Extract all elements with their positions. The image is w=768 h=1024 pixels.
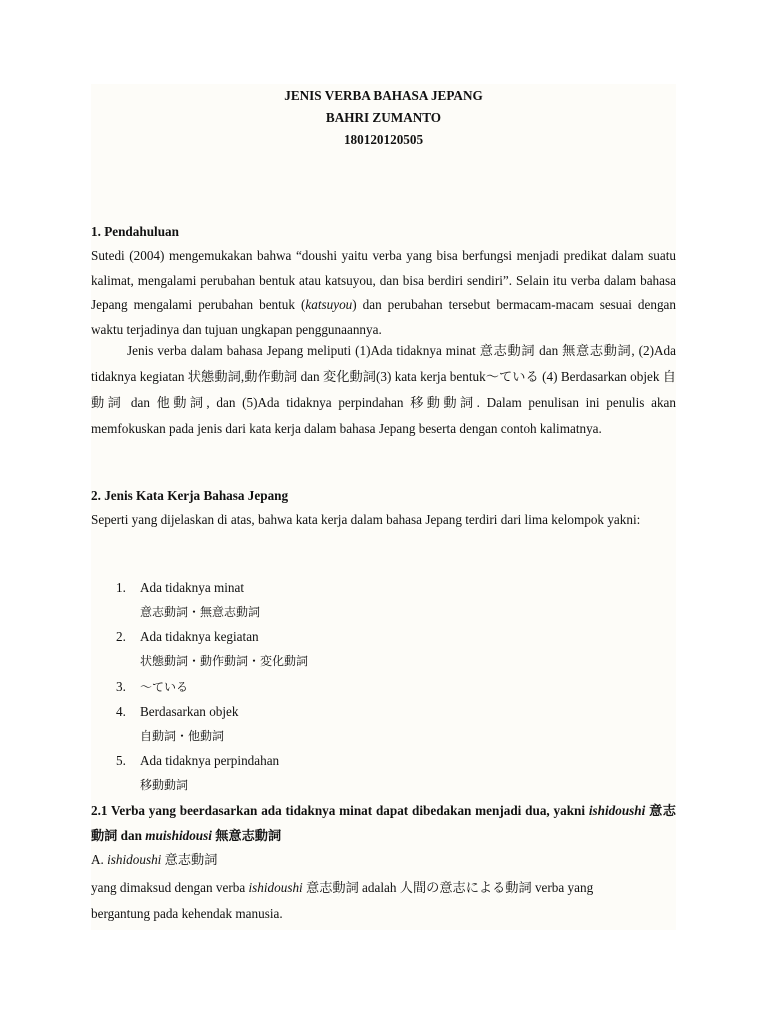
list-item-sub: 移動動詞 <box>140 778 189 792</box>
section21-heading-c: 無意志動詞 <box>211 828 282 843</box>
section21-heading <box>91 798 676 848</box>
list-item-sub: 状態動詞・動作動詞・変化動詞 <box>140 654 309 668</box>
section21-heading-a: 2.1 Verba yang beerdasarkan ada tidaknya minat dapat dibedakan menjadi dua, yakni <box>91 803 589 818</box>
section21-heading-italic2: muishidousi <box>145 828 212 843</box>
list-item-label: Ada tidaknya minat <box>140 580 245 595</box>
list-item-num: 3. <box>116 679 126 694</box>
para1-italic: katsuyou <box>305 297 353 312</box>
section1-heading: 1. Pendahuluan <box>91 224 179 239</box>
list-item-label: ～ている <box>140 680 189 694</box>
para1-text-a: Sutedi (2004) mengemukakan bahwa “doushi yaitu verba yang bisa berfungsi menjadi predikat dalam suatu kalimat, mengalami perubahan bentuk atau katsuyou, dan bisa berdiri sendiri”. Selain itu verba dalam bahasa Jepang mengalami perubahan bentuk ( <box>91 248 676 312</box>
section2-heading: 2. Jenis Kata Kerja Bahasa Jepang <box>91 488 289 503</box>
document-page <box>91 84 676 930</box>
list-item-num: 5. <box>116 753 126 768</box>
list-item-num: 4. <box>116 704 126 719</box>
subsection-a-prefix: A. <box>91 852 108 867</box>
section21-heading-italic1: ishidoushi <box>588 803 646 818</box>
section1-paragraph1 <box>91 244 676 342</box>
list-item-label: Ada tidaknya perpindahan <box>140 753 280 768</box>
para1-text-b: ) dan perubahan tersebut bermacam-macam sesuai dengan waktu terjadinya dan tujuan ungkapan penggunaannya. <box>91 297 676 337</box>
list-item-sub: 意志動詞・無意志動詞 <box>140 605 261 619</box>
list-item-label: Berdasarkan objek <box>140 704 239 719</box>
document-title: JENIS VERBA BAHASA JEPANG <box>284 88 483 103</box>
subsection-a-italic: ishidoushi <box>107 852 162 867</box>
subsection-a-jp: 意志動詞 <box>161 852 218 867</box>
section2-intro: Seperti yang dijelaskan di atas, bahwa kata kerja dalam bahasa Jepang terdiri dari lima kelompok yakni: <box>91 512 641 527</box>
desc-italic: ishidoushi <box>248 880 303 895</box>
section1-paragraph2: Jenis verba dalam bahasa Jepang meliputi (1)Ada tidaknya minat 意志動詞 dan 無意志動詞, (2)Ada tidaknya kegiatan 状態動詞,動作動詞 dan 変化動詞(3) kata kerja bentuk～ている (4) Berdasarkan objek 自動詞 dan 他動詞, dan (5)Ada tidaknya perpindahan 移動動詞. Dalam penulisan ini penulis akan memfokuskan pada jenis dari kata kerja dalam bahasa Jepang beserta dengan contoh kalimatnya. <box>91 343 676 436</box>
author-name: BAHRI ZUMANTO <box>325 110 442 125</box>
list-item-num: 1. <box>116 580 126 595</box>
section21-heading-b: 意志動詞 dan <box>91 803 676 843</box>
subsection-a-description <box>91 875 651 927</box>
student-id: 180120120505 <box>343 132 424 147</box>
desc-text-a: yang dimaksud dengan verba <box>91 880 249 895</box>
list-item-sub: 自動詞・他動詞 <box>140 729 225 743</box>
desc-text-b: 意志動詞 adalah 人間の意志による動詞 verba yang bergantung pada kehendak manusia. <box>91 880 594 921</box>
list-item-num: 2. <box>116 629 126 644</box>
list-item-label: Ada tidaknya kegiatan <box>140 629 259 644</box>
subsection-a-heading <box>91 848 676 873</box>
